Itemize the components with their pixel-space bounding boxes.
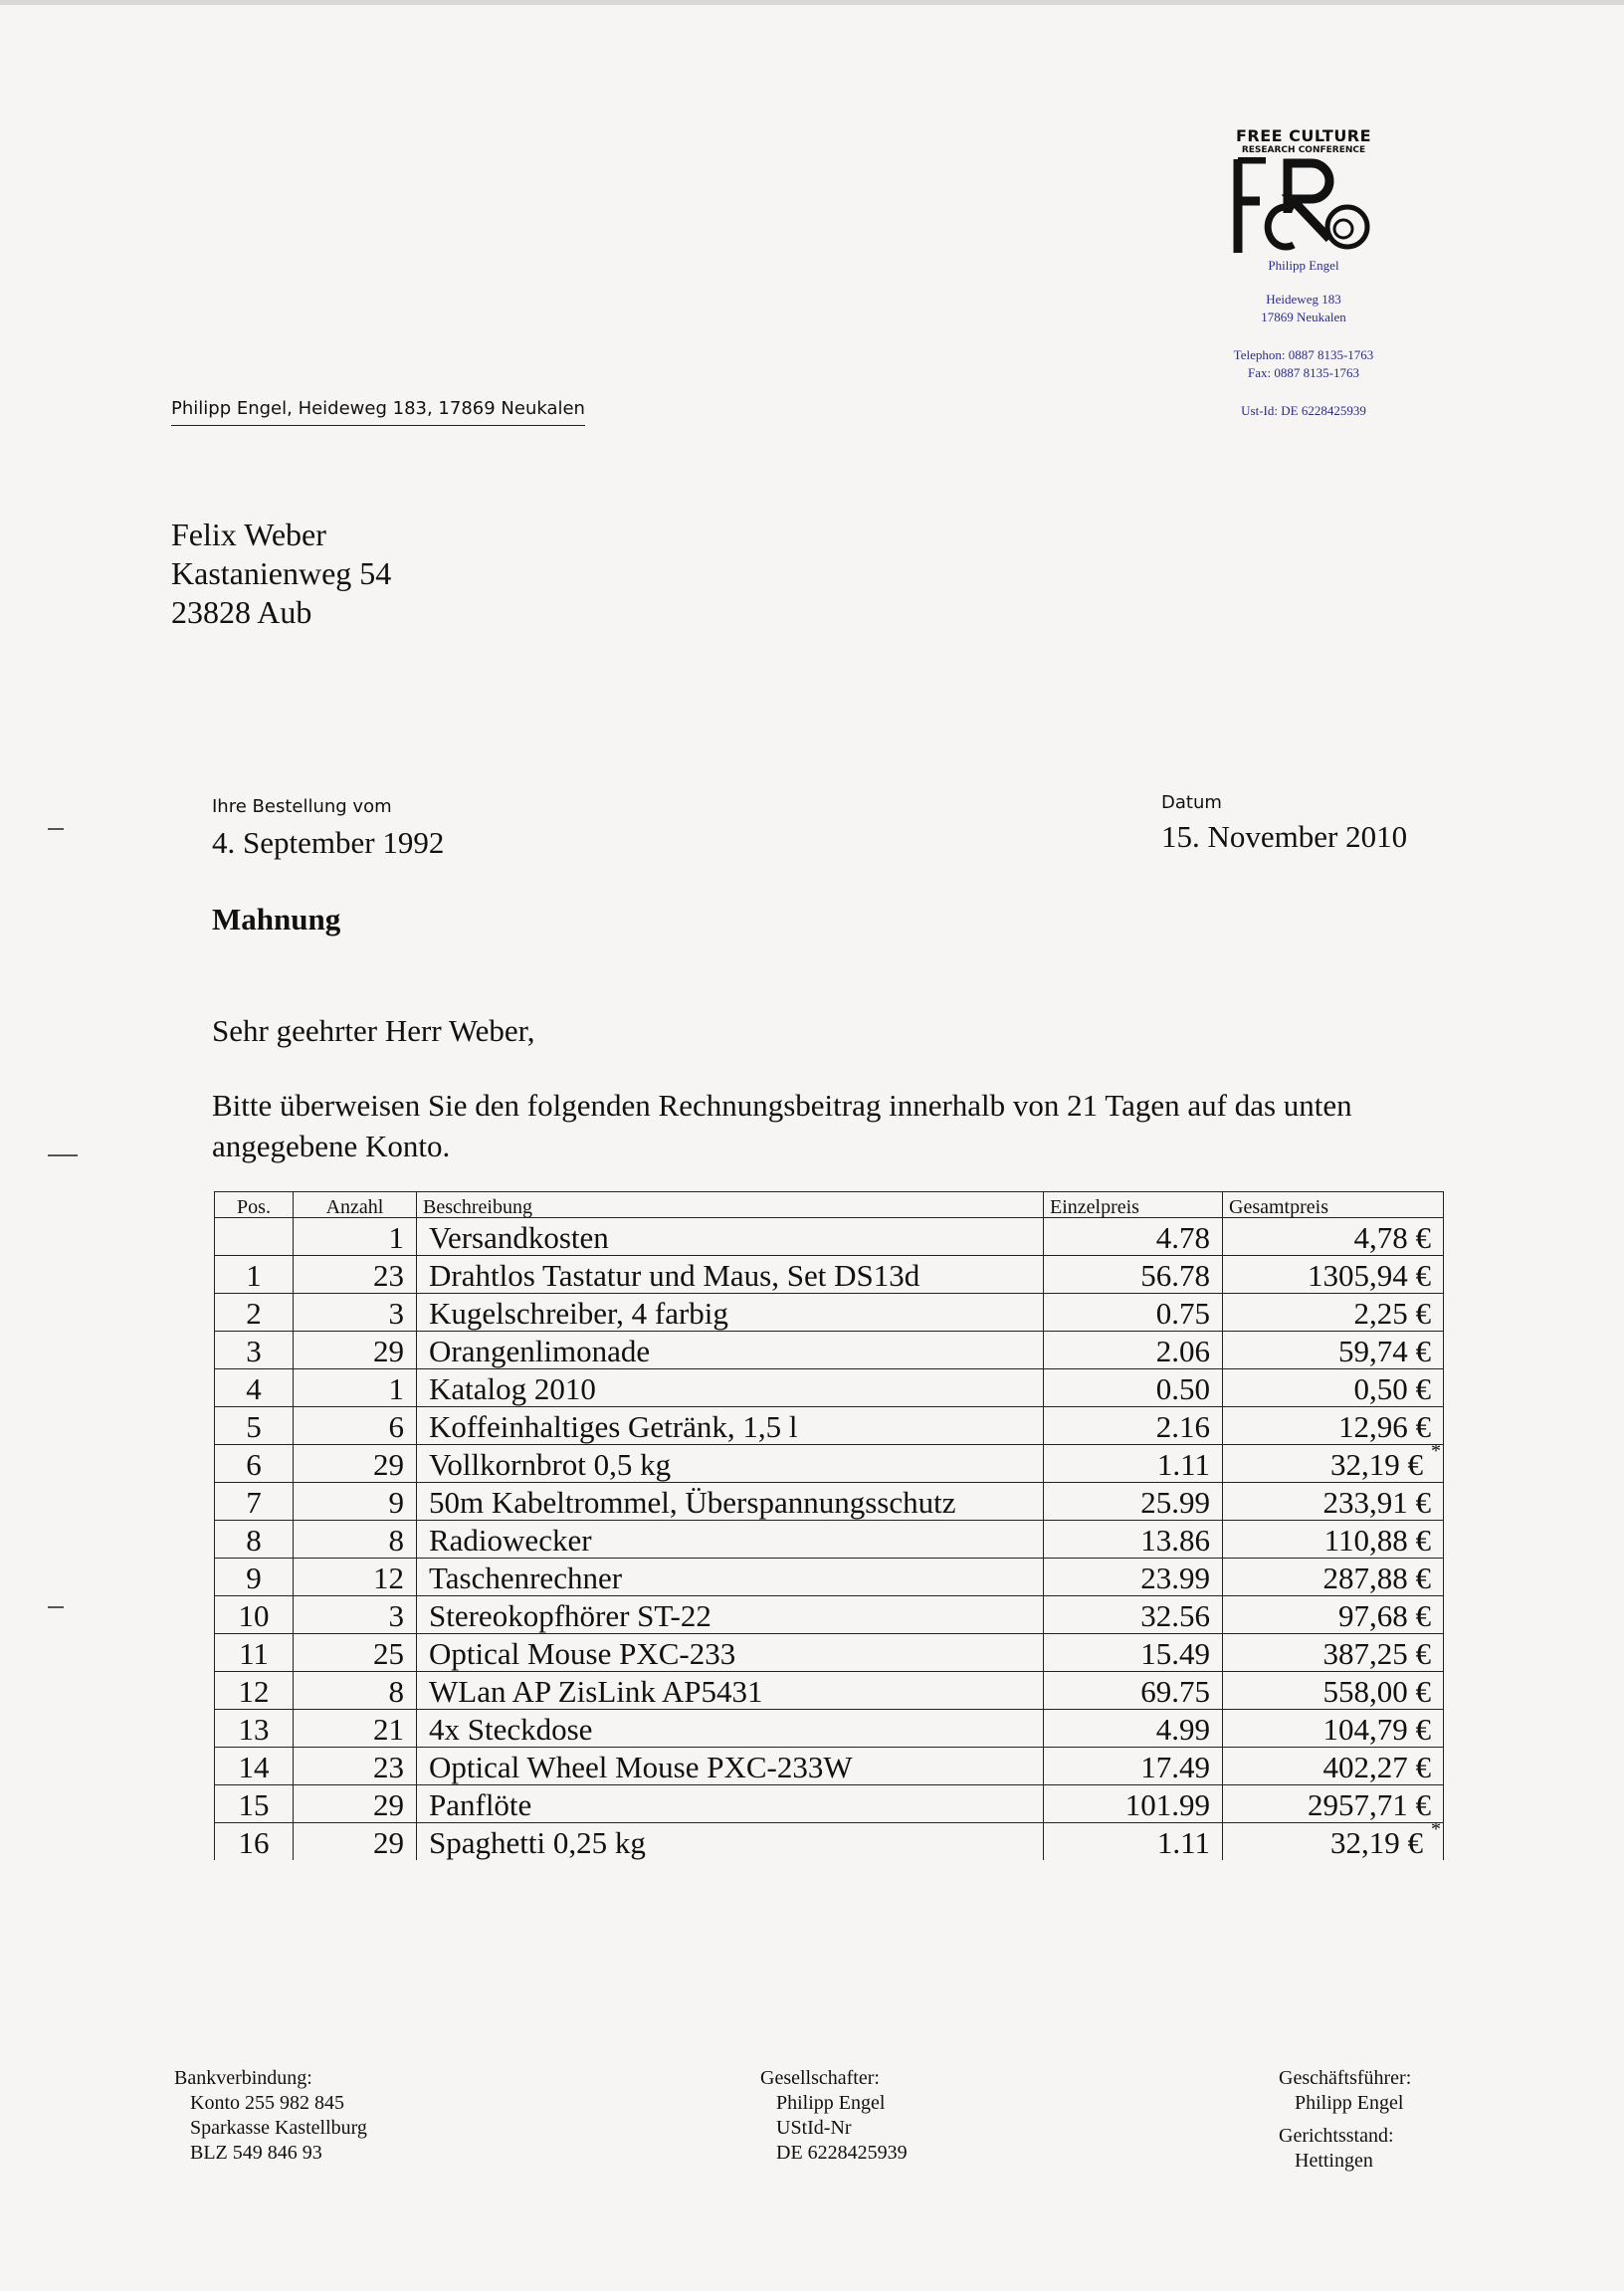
row-unit-price: 23.99 [1044,1559,1223,1596]
row-pos: 5 [215,1407,294,1445]
row-description: 4x Steckdose [417,1710,1044,1748]
recipient-address [171,516,391,632]
row-qty: 1 [294,1369,417,1407]
row-total-price: 104,79 € [1223,1710,1444,1748]
row-description: Optical Mouse PXC-233 [417,1634,1044,1672]
row-pos: 13 [215,1710,294,1748]
row-description: Stereokopfhörer ST-22 [417,1596,1044,1634]
row-unit-price: 0.75 [1044,1294,1223,1332]
footnote-mark: * [1431,1440,1441,1462]
table-row [215,1596,1444,1634]
letterhead-phone: Telephon: 0887 8135-1763 [1233,347,1374,362]
row-unit-price: 17.49 [1044,1748,1223,1785]
letterhead-name: Philipp Engel [1268,258,1339,273]
row-pos [215,1218,294,1256]
footer-manager [1279,2066,1411,2174]
row-total-price: 287,88 € [1223,1559,1444,1596]
row-pos: 14 [215,1748,294,1785]
row-description: Drahtlos Tastatur und Maus, Set DS13d [417,1256,1044,1294]
fcr-logo [1232,157,1375,261]
table-row [215,1559,1444,1596]
row-unit-price: 25.99 [1044,1483,1223,1521]
row-pos: 2 [215,1294,294,1332]
row-unit-price: 2.16 [1044,1407,1223,1445]
row-total-price: 32,19 € * [1223,1445,1444,1483]
row-total-price: 4,78 € [1223,1218,1444,1256]
row-pos: 16 [215,1823,294,1861]
row-description: Taschenrechner [417,1559,1044,1596]
row-qty: 29 [294,1785,417,1823]
row-qty: 23 [294,1256,417,1294]
table-row [215,1521,1444,1559]
row-qty: 3 [294,1596,417,1634]
table-row [215,1823,1444,1861]
letterhead-fax: Fax: 0887 8135-1763 [1248,365,1359,380]
row-total-price: 0,50 € [1223,1369,1444,1407]
row-description: Radiowecker [417,1521,1044,1559]
sender-return-address: Philipp Engel, Heideweg 183, 17869 Neukalen [171,398,585,426]
row-qty: 6 [294,1407,417,1445]
table-row [215,1256,1444,1294]
recipient-name: Felix Weber [171,517,326,552]
row-unit-price: 4.78 [1044,1218,1223,1256]
document-title: Mahnung [212,902,341,937]
row-total-price: 110,88 € [1223,1521,1444,1559]
letterhead-vat: Ust-Id: DE 6228425939 [1241,403,1366,418]
row-unit-price: 69.75 [1044,1672,1223,1710]
row-qty: 29 [294,1823,417,1861]
court-label: Gerichtsstand: [1279,2125,1394,2147]
partner-line: UStId-Nr [776,2117,852,2139]
order-date: 4. September 1992 [212,825,445,860]
row-unit-price: 1.11 [1044,1445,1223,1483]
bank-line: Konto 255 982 845 [190,2092,344,2114]
court-name: Hettingen [1295,2150,1373,2172]
row-total-price: 97,68 € [1223,1596,1444,1634]
row-description: Koffeinhaltiges Getränk, 1,5 l [417,1407,1044,1445]
row-pos: 9 [215,1559,294,1596]
row-qty: 29 [294,1332,417,1369]
row-qty: 12 [294,1559,417,1596]
row-qty: 23 [294,1748,417,1785]
bank-line: Sparkasse Kastellburg [190,2117,367,2139]
row-description: Orangenlimonade [417,1332,1044,1369]
row-pos: 10 [215,1596,294,1634]
table-row [215,1445,1444,1483]
row-description: Versandkosten [417,1218,1044,1256]
fold-mark [48,828,64,830]
header-unit-price: Einzelpreis [1044,1192,1223,1218]
row-total-price: 32,19 € * [1223,1823,1444,1861]
row-qty: 8 [294,1521,417,1559]
row-unit-price: 32.56 [1044,1596,1223,1634]
row-unit-price: 2.06 [1044,1332,1223,1369]
row-qty: 21 [294,1710,417,1748]
row-total-price: 59,74 € [1223,1332,1444,1369]
row-total-price: 387,25 € [1223,1634,1444,1672]
footer-partner [760,2066,908,2166]
table-row [215,1748,1444,1785]
row-pos: 12 [215,1672,294,1710]
recipient-street: Kastanienweg 54 [171,555,392,591]
recipient-city: 23828 Aub [171,594,312,630]
row-pos: 3 [215,1332,294,1369]
row-total-price: 12,96 € [1223,1407,1444,1445]
row-pos: 4 [215,1369,294,1407]
manager-label: Geschäftsführer: [1279,2067,1412,2089]
row-description: Vollkornbrot 0,5 kg [417,1445,1044,1483]
row-qty: 3 [294,1294,417,1332]
scan-top-edge [0,0,1624,5]
salutation: Sehr geehrter Herr Weber, [212,1013,535,1048]
header-qty: Anzahl [294,1192,417,1218]
bank-line: BLZ 549 846 93 [190,2142,322,2164]
row-unit-price: 1.11 [1044,1823,1223,1861]
row-total-price: 1305,94 € [1223,1256,1444,1294]
table-row [215,1710,1444,1748]
row-pos: 15 [215,1785,294,1823]
row-unit-price: 4.99 [1044,1710,1223,1748]
row-total-price: 233,91 € [1223,1483,1444,1521]
row-pos: 1 [215,1256,294,1294]
fold-mark [48,1154,78,1156]
row-description: 50m Kabeltrommel, Überspannungsschutz [417,1483,1044,1521]
table-row [215,1218,1444,1256]
row-unit-price: 0.50 [1044,1369,1223,1407]
letterhead-street: Heideweg 183 [1266,292,1341,307]
letterhead-city: 17869 Neukalen [1261,310,1346,324]
row-unit-price: 56.78 [1044,1256,1223,1294]
table-row [215,1407,1444,1445]
row-pos: 8 [215,1521,294,1559]
row-unit-price: 15.49 [1044,1634,1223,1672]
table-row [215,1369,1444,1407]
row-qty: 8 [294,1672,417,1710]
footer-bank [174,2066,367,2166]
brand-line-1: FREE CULTURE [1235,126,1372,145]
row-description: WLan AP ZisLink AP5431 [417,1672,1044,1710]
table-header-row [215,1192,1444,1218]
row-pos: 11 [215,1634,294,1672]
partner-line: DE 6228425939 [776,2142,908,2164]
row-total-price: 558,00 € [1223,1672,1444,1710]
row-description: Kugelschreiber, 4 farbig [417,1294,1044,1332]
fold-mark [48,1606,64,1608]
row-qty: 1 [294,1218,417,1256]
row-description: Katalog 2010 [417,1369,1044,1407]
row-pos: 7 [215,1483,294,1521]
row-description: Optical Wheel Mouse PXC-233W [417,1748,1044,1785]
row-unit-price: 101.99 [1044,1785,1223,1823]
brand-line-2: RESEARCH CONFERENCE [1241,145,1366,155]
bank-label: Bankverbindung: [174,2067,312,2089]
row-total-price: 2957,71 € [1223,1785,1444,1823]
row-unit-price: 13.86 [1044,1521,1223,1559]
row-description: Spaghetti 0,25 kg [417,1823,1044,1861]
header-description: Beschreibung [417,1192,1044,1218]
table-row [215,1332,1444,1369]
items-table [214,1191,1444,1860]
partner-label: Gesellschafter: [760,2067,880,2089]
manager-name: Philipp Engel [1295,2092,1404,2114]
row-description: Panflöte [417,1785,1044,1823]
row-total-price: 402,27 € [1223,1748,1444,1785]
row-qty: 25 [294,1634,417,1672]
brand-text [1194,126,1413,157]
date-label: Datum [1161,792,1222,813]
row-qty: 9 [294,1483,417,1521]
row-pos: 6 [215,1445,294,1483]
row-qty: 29 [294,1445,417,1483]
header-total-price: Gesamtpreis [1223,1192,1444,1218]
document-date: 15. November 2010 [1161,819,1408,854]
order-date-label: Ihre Bestellung vom [212,796,392,817]
partner-line: Philipp Engel [776,2092,886,2114]
row-total-price: 2,25 € [1223,1294,1444,1332]
table-row [215,1785,1444,1823]
table-row [215,1634,1444,1672]
table-row [215,1294,1444,1332]
header-pos: Pos. [215,1192,294,1218]
body-text: Bitte überweisen Sie den folgenden Rechnungsbeitrag innerhalb von 21 Tagen auf das unten angegebene Konto. [212,1088,1352,1163]
table-row [215,1672,1444,1710]
table-row [215,1483,1444,1521]
footnote-mark: * [1431,1818,1441,1840]
